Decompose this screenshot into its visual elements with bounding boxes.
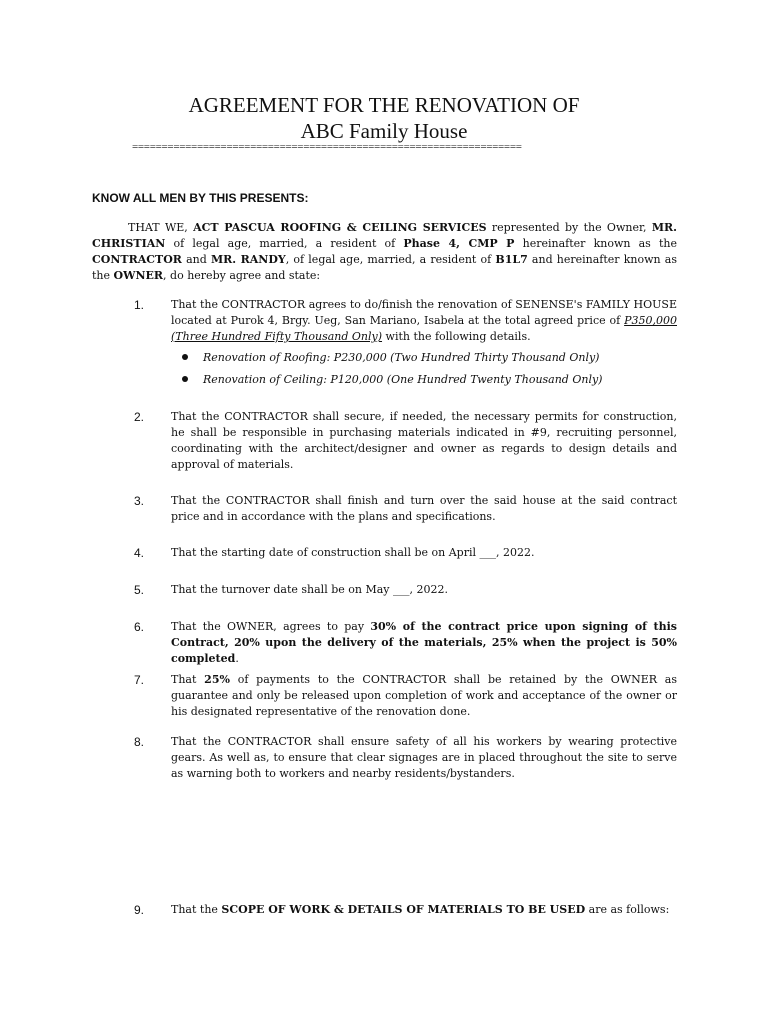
clause-text: That the starting date of construction shall be on April ___, 2022. [171, 546, 535, 559]
clause-text: That 25% of payments to the CONTRACTOR shall be retained by the OWNER as guarantee and only be released upon completion of work and acceptance of the owner or his designated representative of the renovation done. [171, 673, 677, 718]
title-divider: ================================================================== [132, 141, 522, 153]
contractor-owner-name: MR. CHRISTIAN [92, 221, 677, 250]
clause-number: 1. [134, 298, 145, 312]
payment-schedule: 30% of the contract price upon signing of this Contract, 20% upon the delivery of the materials, 25% when the project is 50% completed [171, 620, 677, 665]
clause-text: That the SCOPE OF WORK & DETAILS OF MATERIALS TO BE USED are as follows: [171, 903, 670, 916]
bullet-icon [182, 376, 188, 382]
clause-number: 2. [134, 410, 145, 424]
preamble-paragraph: THAT WE, ACT PASCUA ROOFING & CEILING SERVICES represented by the Owner, MR. CHRISTIAN of legal age, married, a resident of Phase 4, CMP P hereinafter known as the CONTRACTOR and MR. RANDY, of legal age, married, a resident of B1L7 and hereinafter known as the OWNER, do hereby agree and state: [92, 221, 677, 282]
owner-label: OWNER [113, 269, 164, 282]
clause-number: 9. [134, 903, 145, 917]
clause-number: 6. [134, 620, 145, 634]
clause-number: 8. [134, 735, 145, 749]
clause-text: That the CONTRACTOR agrees to do/finish the renovation of SENENSE's FAMILY HOUSE located at Purok 4, Brgy. Ueg, San Mariano, Isabela at the total agreed price of P350,000 (Three Hundred Fifty Thousand Only) with the following details. [171, 298, 677, 343]
price-breakdown-list [182, 350, 677, 394]
contractor-label: CONTRACTOR [92, 253, 182, 266]
clause-number: 5. [134, 583, 145, 597]
bullet-icon [182, 354, 188, 360]
clause-text: That the CONTRACTOR shall ensure safety of all his workers by wearing protective gears. As well as, to ensure that clear signages are in placed throughout the site to serve as warning both to workers and nearby residents/bystanders. [171, 735, 677, 780]
clause-text: That the CONTRACTOR shall finish and turn over the said house at the said contract price and in accordance with the plans and specifications. [171, 494, 677, 523]
list-item: Renovation of Roofing: P230,000 (Two Hundred Thirty Thousand Only) [182, 350, 677, 372]
clause-number: 4. [134, 546, 145, 560]
owner-name: MR. RANDY [210, 253, 286, 266]
total-price: P350,000 (Three Hundred Fifty Thousand Only) [171, 314, 677, 343]
retention-percentage: 25% [204, 673, 230, 686]
clause-text: That the turnover date shall be on May ___, 2022. [171, 583, 448, 596]
clause-text: That the CONTRACTOR shall secure, if needed, the necessary permits for construction, he shall be responsible in purchasing materials indicated in #9, recruiting personnel, coordinating with the architect/designer and owner as regards to design details and approval of materials. [171, 410, 677, 471]
contractor-company-name: ACT PASCUA ROOFING & CEILING SERVICES [193, 221, 487, 234]
clause-text: That the OWNER, agrees to pay 30% of the contract price upon signing of this Contract, 20% upon the delivery of the materials, 25% when the project is 50% completed. [171, 620, 677, 665]
clause-number: 3. [134, 494, 145, 508]
salutation: KNOW ALL MEN BY THIS PRESENTS: [92, 191, 309, 205]
contractor-address: Phase 4, CMP P [403, 237, 515, 250]
document-title: AGREEMENT FOR THE RENOVATION OF [188, 93, 580, 117]
scope-of-work-heading: SCOPE OF WORK & DETAILS OF MATERIALS TO BE USED [221, 903, 586, 916]
document-subtitle: ABC Family House [300, 119, 468, 143]
owner-address: B1L7 [495, 253, 528, 266]
list-item: Renovation of Ceiling: P120,000 (One Hundred Twenty Thousand Only) [182, 372, 677, 394]
clause-number: 7. [134, 673, 145, 687]
